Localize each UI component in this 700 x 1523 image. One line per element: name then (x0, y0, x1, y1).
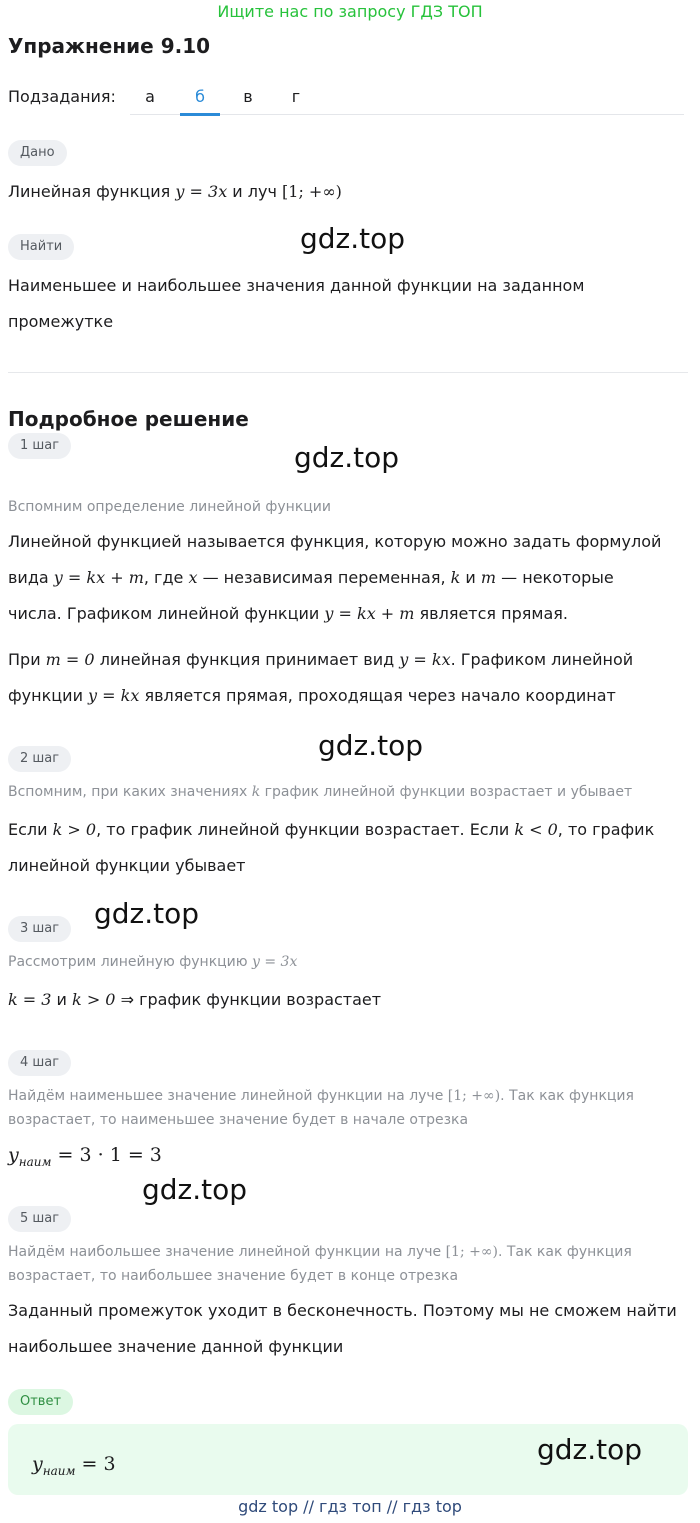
step1-hint: Вспомним определение линейной функции (8, 499, 332, 515)
watermark: gdz.top (94, 897, 200, 930)
step4-hint-line1: Найдём наименьшее значение линейной функции на луче [1; +∞). Так как функция (8, 1088, 634, 1104)
step5-hint-line1: Найдём наибольшее значение линейной функции на луче [1; +∞). Так как функция (8, 1244, 632, 1260)
find-text-line2: промежутке (8, 312, 114, 331)
step4-result: $y_{наим} = 3 \cdot 1 = 3$ (8, 1144, 162, 1169)
find-badge: Найти (8, 234, 74, 260)
step1-badge: 1 шаг (8, 433, 71, 459)
find-text-line1: Наименьшее и наибольшее значения данной функции на заданном (8, 276, 585, 295)
watermark: gdz.top (318, 729, 424, 762)
subtasks-label: Подзадания: (8, 87, 116, 106)
step3-badge: 3 шаг (8, 916, 71, 942)
watermark: gdz.top (537, 1433, 643, 1466)
answer-badge: Ответ (8, 1389, 73, 1415)
tab-b[interactable]: б (195, 87, 205, 106)
step5-hint-line2: возрастает, то наибольшее значение будет в конце отрезка (8, 1268, 459, 1284)
watermark: gdz.top (142, 1173, 248, 1206)
answer-value: $y_{наим} = 3$ (32, 1453, 116, 1478)
tab-g[interactable]: г (291, 87, 301, 106)
step5-line1: Заданный промежуток уходит в бесконечность. Поэтому мы не сможем найти (8, 1301, 677, 1320)
top-banner-link[interactable]: Ищите нас по запросу ГДЗ ТОП (217, 2, 483, 21)
footer-links[interactable]: gdz top // гдз топ // гдз top (238, 1497, 462, 1516)
active-tab-indicator (180, 113, 220, 116)
watermark: gdz.top (294, 441, 400, 474)
step1-line2: вида y = kx + m, где x — независимая переменная, k и m — некоторые (8, 568, 614, 587)
step3-line: k = 3 и k > 0 ⇒ график функции возрастает (8, 990, 382, 1009)
step3-hint: Рассмотрим линейную функцию y = 3x (8, 954, 298, 970)
given-badge: Дано (8, 140, 67, 166)
step2-line2: линейной функции убывает (8, 856, 246, 875)
step4-badge: 4 шаг (8, 1050, 71, 1076)
step5-badge: 5 шаг (8, 1206, 71, 1232)
step1-line1: Линейной функцией называется функция, которую можно задать формулой (8, 532, 662, 551)
step2-line1: Если k > 0, то график линейной функции возрастает. Если k < 0, то график (8, 820, 655, 839)
step2-hint: Вспомним, при каких значениях k график линейной функции возрастает и убывает (8, 784, 633, 800)
solution-title: Подробное решение (8, 407, 249, 431)
step5-line2: наибольшее значение данной функции (8, 1337, 344, 1356)
step1-para2-line2: функции y = kx является прямая, проходящая через начало координат (8, 686, 616, 705)
step1-line3: числа. Графиком линейной функции y = kx + m является прямая. (8, 604, 568, 623)
step4-hint-line2: возрастает, то наименьшее значение будет в начале отрезка (8, 1112, 469, 1128)
page-title: Упражнение 9.10 (8, 34, 211, 58)
watermark: gdz.top (300, 222, 406, 255)
tab-a[interactable]: а (145, 87, 155, 106)
step2-badge: 2 шаг (8, 746, 71, 772)
given-text: Линейная функция y = 3x и луч [1; +∞) (8, 182, 342, 201)
section-divider (8, 372, 688, 373)
step1-para2-line1: При m = 0 линейная функция принимает вид y = kx. Графиком линейной (8, 650, 634, 669)
tab-v[interactable]: в (243, 87, 253, 106)
